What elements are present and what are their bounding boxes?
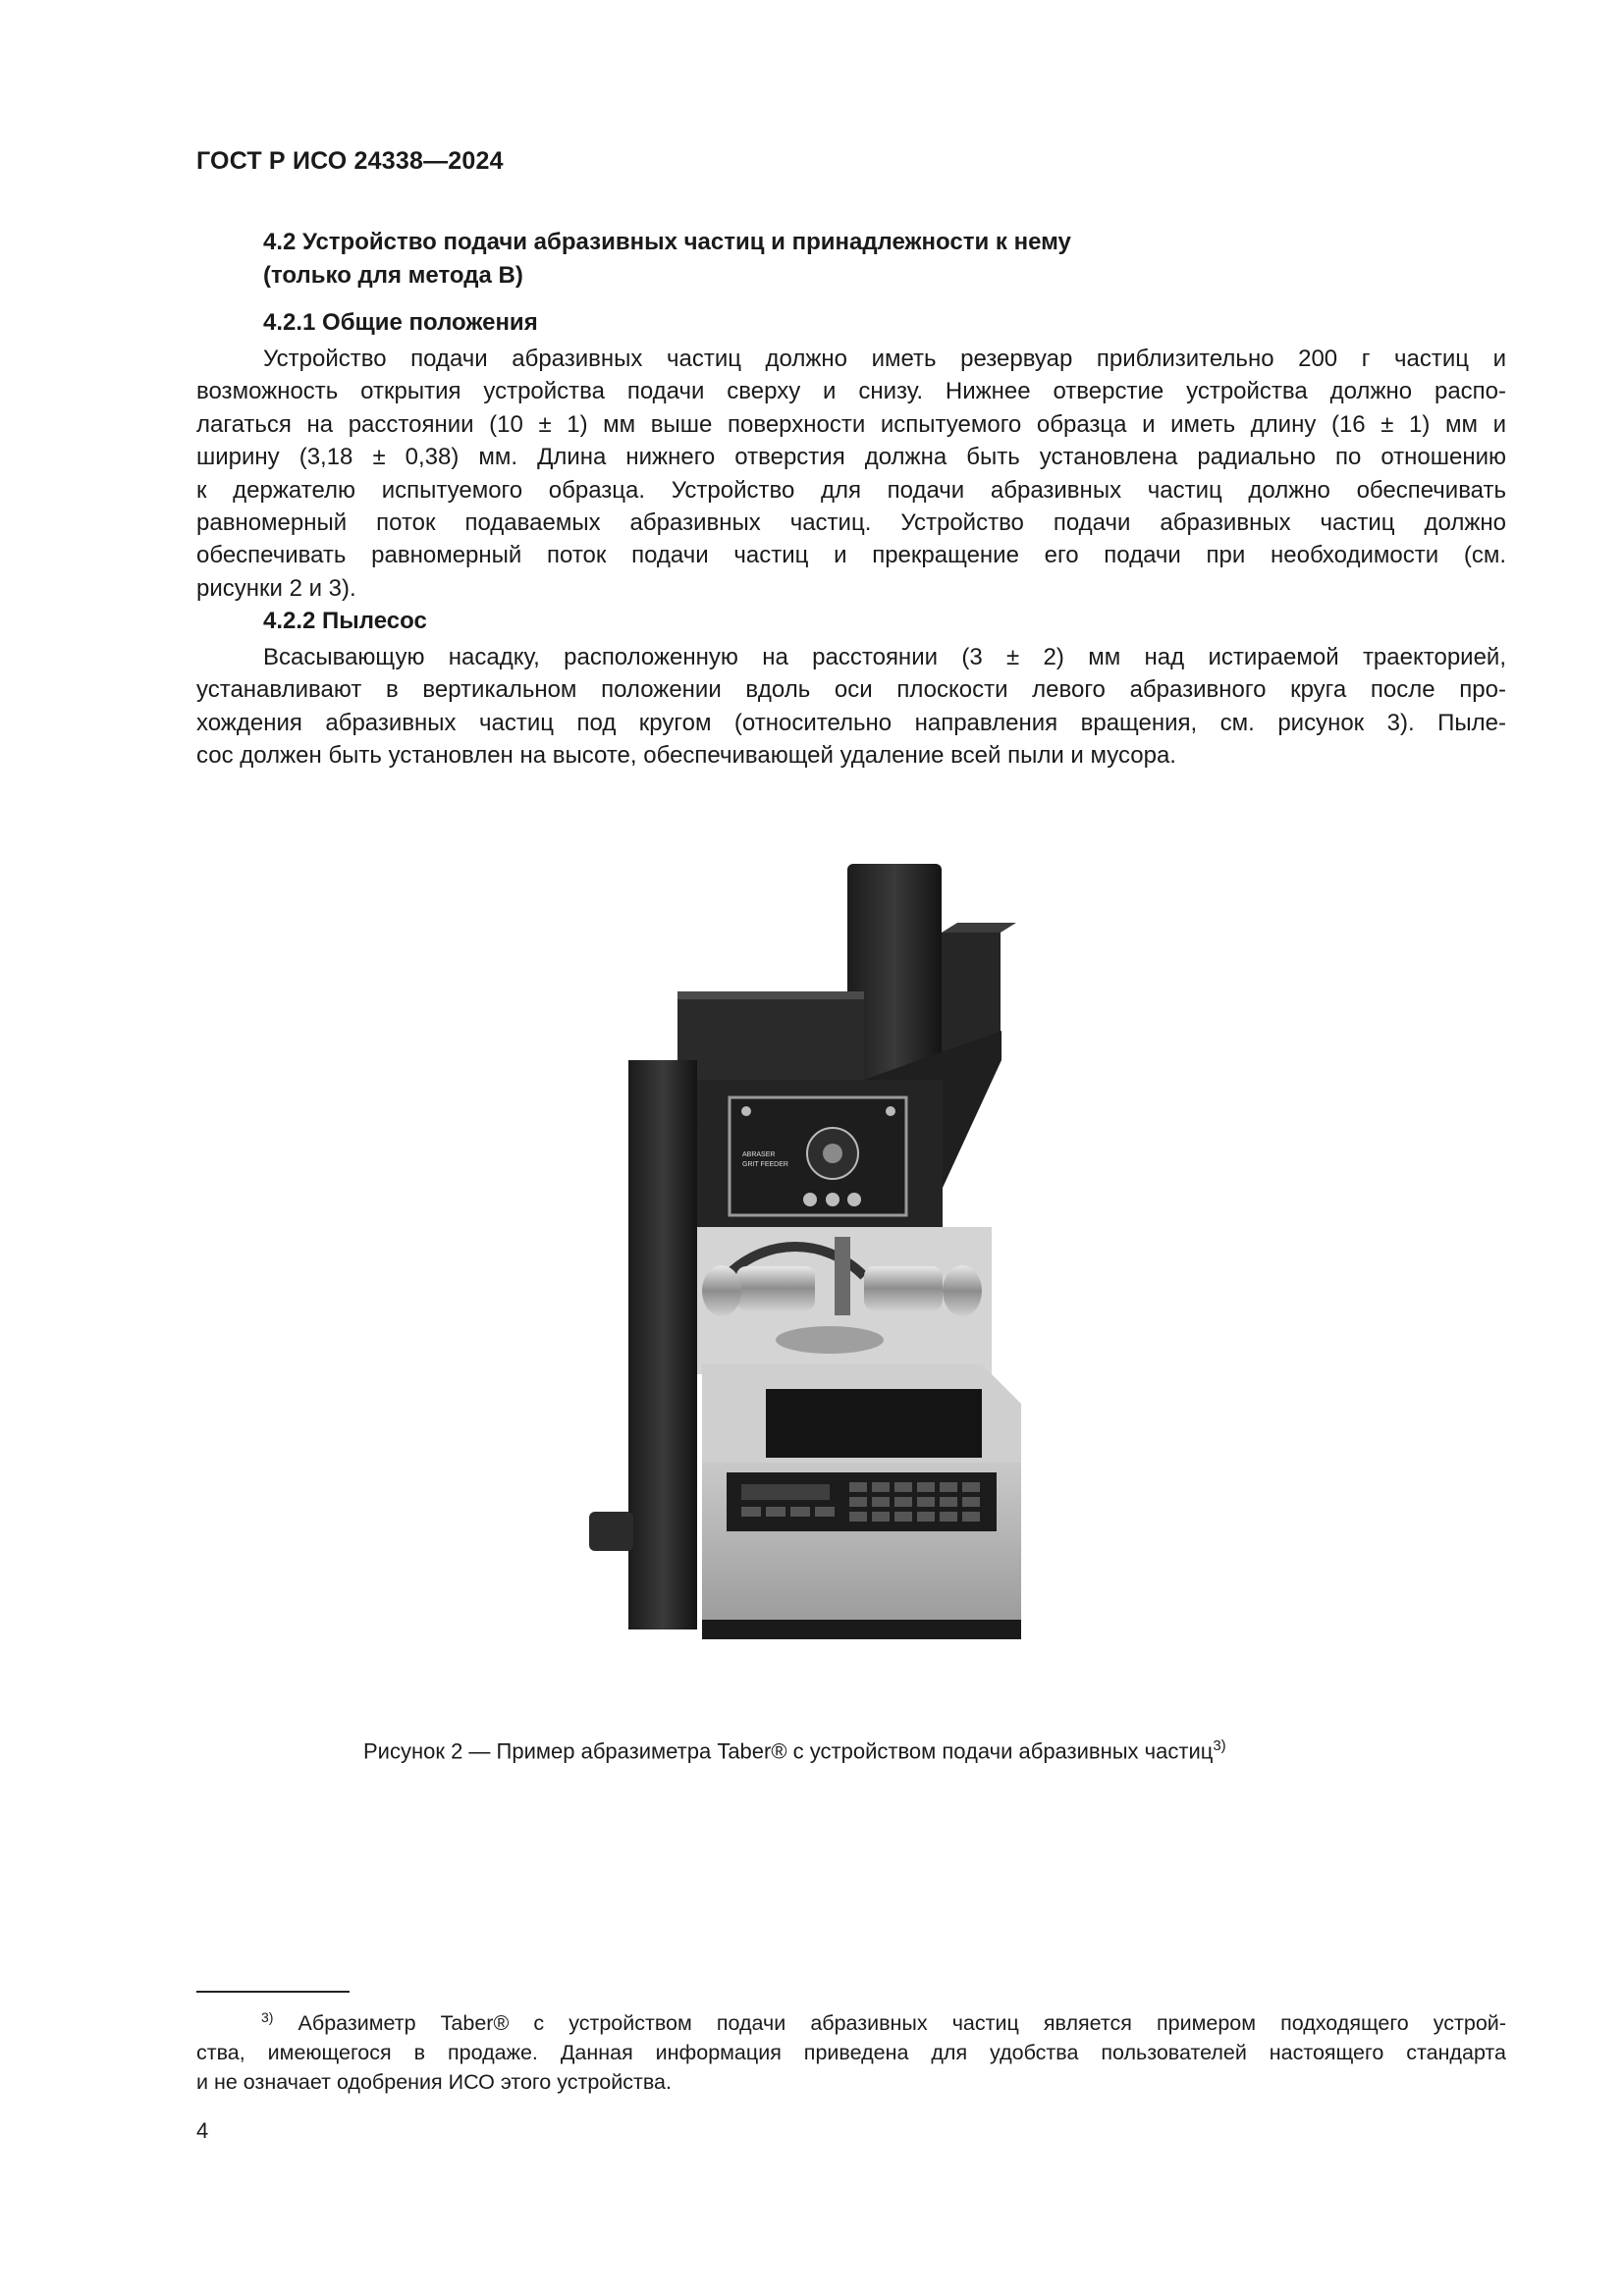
document-code-header: ГОСТ Р ИСО 24338—2024 (196, 147, 504, 175)
figure-caption-footnote-ref: 3) (1213, 1737, 1226, 1754)
panel-label-1: ABRASER (742, 1151, 776, 1158)
text-line: Всасывающую насадку, расположенную на расстоянии (3 ± 2) мм над истираемой траекторией, (263, 644, 1506, 670)
side-knob (589, 1512, 633, 1551)
text-line: рисунки 2 и 3). (196, 574, 356, 602)
footnote-line (196, 2002, 1506, 2038)
footnote-line: ства, имеющегося в продаже. Данная информация приведена для удобства пользователей настоящего стандарта (196, 2041, 1506, 2065)
text-line: возможность открытия устройства подачи сверху и снизу. Нижнее отверстие устройства должно распо- (196, 378, 1506, 405)
paragraph-vacuum (196, 641, 1506, 773)
figure-caption (363, 1737, 1226, 1764)
section-title-line-1: 4.2 Устройство подачи абразивных частиц и принадлежности к нему (263, 229, 1071, 255)
figure-abraser-photo (569, 854, 1119, 1669)
section-title (263, 226, 1343, 293)
black-display-band (766, 1389, 982, 1458)
footnote-ref-mark: 3) (261, 2009, 274, 2025)
text-line: сос должен быть установлен на высоте, обеспечивающей удаление всей пыли и мусора. (196, 742, 1176, 770)
subsection-title-vacuum: 4.2.2 Пылесос (263, 608, 427, 634)
paragraph-general (196, 343, 1506, 605)
turntable (776, 1326, 884, 1354)
footnote (196, 2002, 1506, 2097)
footnote-separator (196, 1991, 350, 1993)
text-line: лагаться на расстоянии (10 ± 1) мм выше поверхности испытуемого образца и иметь длину (16 ± 1) мм и (196, 410, 1506, 438)
text-line: хождения абразивных частиц под кругом (относительно направления вращения, см. рисунок 3). Пыле- (196, 709, 1506, 736)
footnote-line: и не означает одобрения ИСО этого устройства. (196, 2070, 672, 2095)
left-column (628, 1060, 697, 1629)
text-line: равномерный поток подаваемых абразивных частиц. Устройство подачи абразивных частиц должно (196, 509, 1506, 537)
panel-label-2: GRIT FEEDER (742, 1161, 788, 1168)
section-title-line-2: (только для метода B) (263, 262, 523, 289)
footnote-line-text: Абразиметр Taber® с устройством подачи абразивных частиц является примером подходящего устрой- (298, 2011, 1506, 2036)
text-line: обеспечивать равномерный поток подачи частиц и прекращение его подачи при необходимости (см. (196, 542, 1506, 569)
abraser-illustration (569, 854, 1119, 1669)
subsection-title-general: 4.2.1 Общие положения (263, 309, 538, 336)
text-line: Устройство подачи абразивных частиц должно иметь резервуар приблизительно 200 г частиц и (263, 346, 1506, 372)
page-number: 4 (196, 2118, 209, 2143)
text-line: ширину (3,18 ± 0,38) мм. Длина нижнего отверстия должна быть установлена радиально по отношению (196, 444, 1506, 471)
text-line: к держателю испытуемого образца. Устройство для подачи абразивных частиц должно обеспечивать (196, 476, 1506, 504)
feed-nozzle (835, 1237, 850, 1315)
figure-caption-text: Рисунок 2 — Пример абразиметра Taber® с устройством подачи абразивных частиц (363, 1738, 1214, 1764)
text-line: устанавливают в вертикальном положении вдоль оси плоскости левого абразивного круга после про- (196, 676, 1506, 704)
